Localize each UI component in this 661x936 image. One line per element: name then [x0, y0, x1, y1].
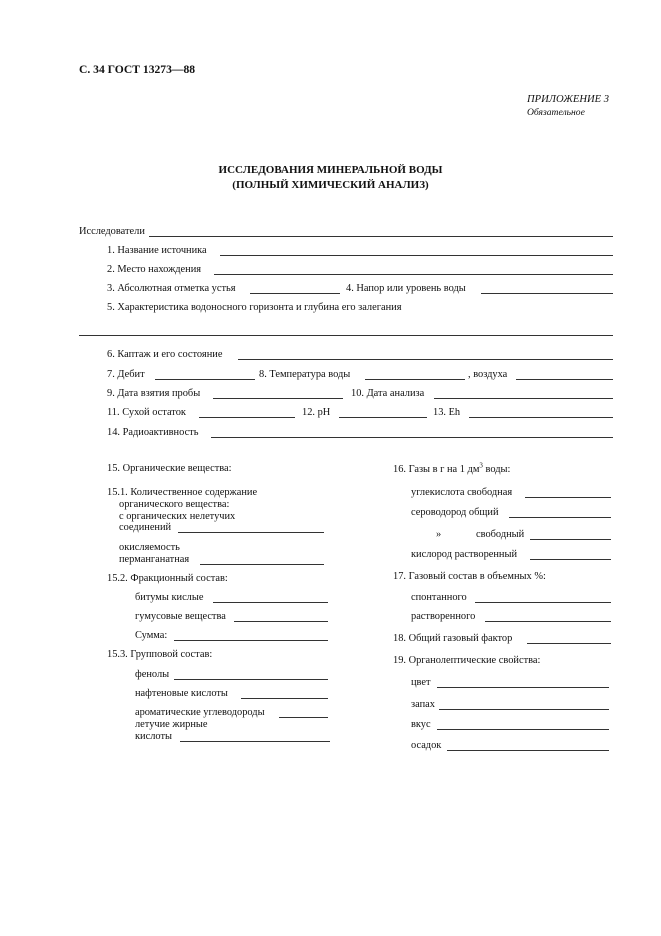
sum-label: Сумма:	[135, 630, 168, 641]
humic-line	[234, 621, 328, 622]
sediment-line	[447, 750, 609, 751]
field-1-line	[220, 255, 613, 256]
section-152-label: 15.2. Фракционный состав:	[107, 573, 228, 584]
researchers-line	[149, 236, 613, 237]
field-10-label: 10. Дата анализа	[351, 388, 425, 399]
aromatic-line	[279, 717, 328, 718]
h2s-line	[509, 517, 611, 518]
o2-label: кислород растворенный	[411, 549, 518, 560]
field-5-line	[79, 335, 613, 336]
ditto-mark: »	[436, 529, 442, 540]
volatile-line	[180, 741, 330, 742]
section-19-label: 19. Органолептические свойства:	[393, 655, 541, 666]
section-16-label: 16. Газы в г на 1 $дм^3$ воды:	[393, 461, 511, 475]
section-151-line-3: с органических нелетучих	[119, 511, 236, 522]
field-3-line	[250, 293, 340, 294]
field-3-label: 3. Абсолютная отметка устья	[107, 283, 236, 294]
section-151-line-4: соединений	[119, 522, 172, 533]
smell-line	[439, 709, 609, 710]
field-7-label: 7. Дебит	[107, 369, 145, 380]
field-8b-label: , воздуха	[468, 369, 508, 380]
field-14-line	[211, 437, 613, 438]
field-8-line	[365, 379, 465, 380]
field-8-label: 8. Температура воды	[259, 369, 351, 380]
h2s-label: сероводород общий	[411, 507, 499, 518]
field-6-line	[238, 359, 613, 360]
phenols-label: фенолы	[135, 669, 170, 680]
section-18-line	[527, 643, 611, 644]
humic-label: гумусовые вещества	[135, 611, 226, 622]
smell-label: запах	[411, 699, 435, 710]
spontaneous-label: спонтанного	[411, 592, 467, 603]
field-13-label: 13. Eh	[433, 407, 461, 418]
section-151-line	[178, 532, 324, 533]
field-12-line	[339, 417, 427, 418]
field-13-line	[469, 417, 613, 418]
field-7-line	[155, 379, 255, 380]
section-17-label: 17. Газовый состав в объемных %:	[393, 571, 546, 582]
researchers-label: Исследователи	[79, 226, 145, 237]
free-label: свободный	[476, 529, 525, 540]
field-4-label: 4. Напор или уровень воды	[346, 283, 466, 294]
field-9-line	[213, 398, 343, 399]
field-2-label: 2. Место нахождения	[107, 264, 202, 275]
volatile-label-1: летучие жирные	[135, 719, 208, 730]
co2-label: углекислота свободная	[411, 487, 513, 498]
field-11-label: 11. Сухой остаток	[107, 407, 186, 418]
naphthenic-label: нафтеновые кислоты	[135, 688, 228, 699]
section-18-label: 18. Общий газовый фактор	[393, 633, 513, 644]
field-9-label: 9. Дата взятия пробы	[107, 388, 201, 399]
bitumen-label: битумы кислые	[135, 592, 204, 603]
color-label: цвет	[411, 677, 431, 688]
dissolved-label: растворенного	[411, 611, 476, 622]
title-line-1: ИССЛЕДОВАНИЯ МИНЕРАЛЬНОЙ ВОДЫ	[218, 164, 443, 176]
oxidizability-label-1: окисляемость	[119, 542, 180, 553]
title-line-2: (ПОЛНЫЙ ХИМИЧЕСКИЙ АНАЛИЗ)	[232, 179, 429, 191]
field-11-line	[199, 417, 295, 418]
spontaneous-line	[475, 602, 611, 603]
bitumen-line	[213, 602, 328, 603]
phenols-line	[174, 679, 328, 680]
section-151-line-2: органического вещества:	[119, 499, 230, 510]
section-15-label: 15. Органические вещества:	[107, 463, 232, 474]
section-153-label: 15.3. Групповой состав:	[107, 649, 213, 660]
volatile-label-2: кислоты	[135, 731, 172, 742]
field-6-label: 6. Каптаж и его состояние	[107, 349, 223, 360]
field-12-label: 12. pH	[302, 407, 331, 418]
appendix-label: ПРИЛОЖЕНИЕ 3	[527, 94, 610, 105]
field-10-line	[434, 398, 613, 399]
aromatic-label: ароматические углеводороды	[135, 707, 265, 718]
page-header: С. 34 ГОСТ 13273—88	[79, 63, 196, 76]
field-1-label: 1. Название источника	[107, 245, 207, 256]
field-14-label: 14. Радиоактивность	[107, 427, 199, 438]
taste-line	[437, 729, 609, 730]
field-8b-line	[516, 379, 613, 380]
field-2-line	[214, 274, 613, 275]
field-4-line	[481, 293, 613, 294]
appendix-status: Обязательное	[527, 107, 585, 118]
taste-label: вкус	[411, 719, 431, 730]
field-5-label: 5. Характеристика водоносного горизонта и глубина его залегания	[107, 302, 402, 313]
naphthenic-line	[241, 698, 328, 699]
oxidizability-label-2: перманганатная	[119, 554, 190, 565]
oxidizability-line	[200, 564, 324, 565]
co2-line	[525, 497, 611, 498]
sediment-label: осадок	[411, 740, 442, 751]
o2-line	[530, 559, 611, 560]
section-151-line-1: 15.1. Количественное содержание	[107, 487, 258, 498]
dissolved-line	[485, 621, 611, 622]
free-line	[530, 539, 611, 540]
color-line	[437, 687, 609, 688]
sum-line	[174, 640, 328, 641]
